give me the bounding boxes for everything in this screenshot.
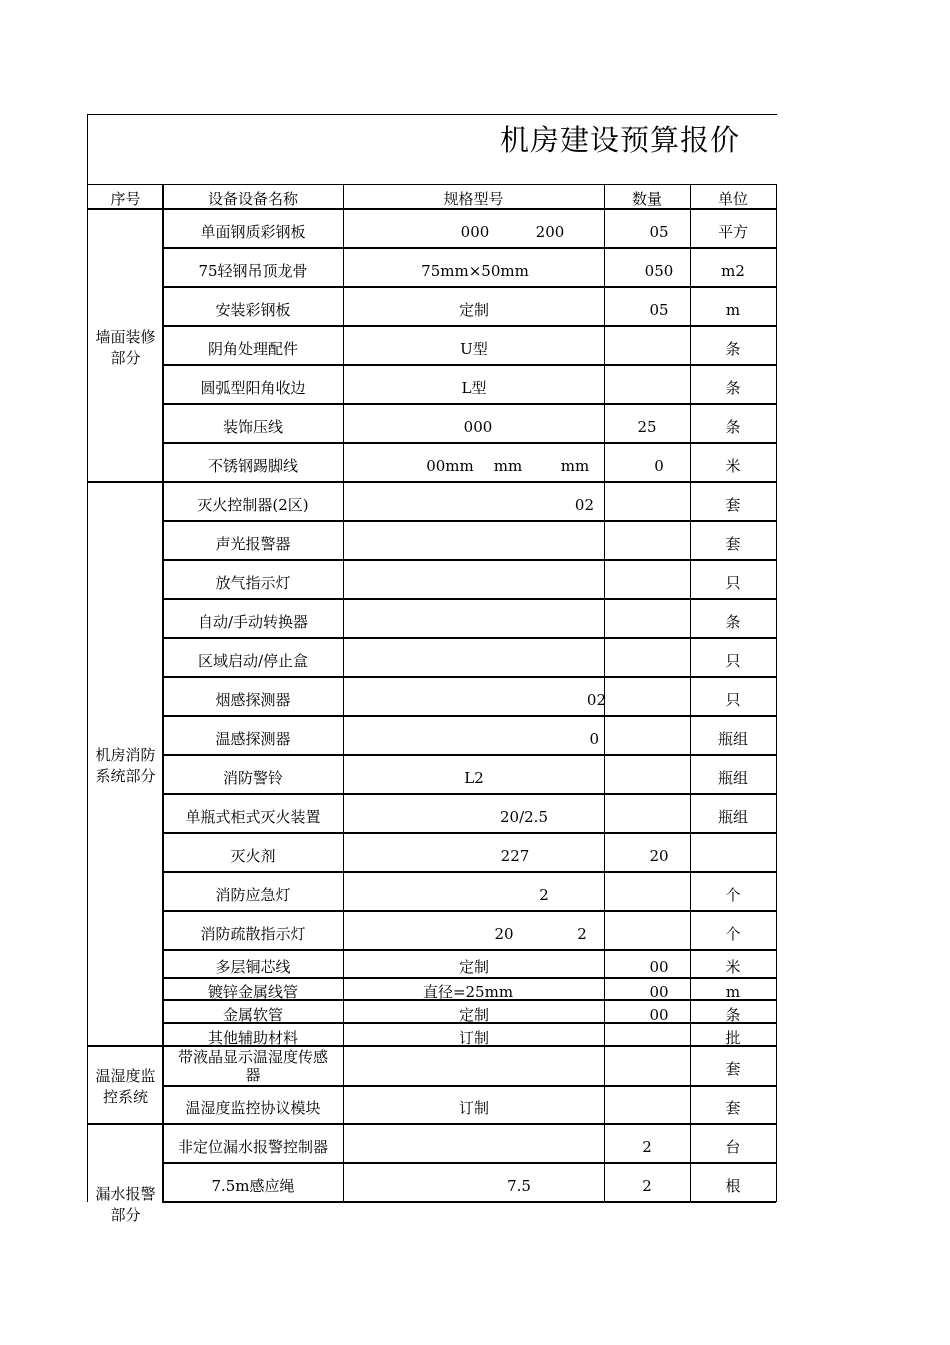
row-line: [162, 949, 776, 951]
item-spec: 00mm: [426, 457, 474, 475]
item-spec: 定制: [458, 301, 489, 319]
item-unit: 瓶组: [717, 769, 748, 787]
item-spec: 7.5: [507, 1177, 531, 1195]
item-name: 消防疏散指示灯: [200, 925, 306, 943]
row-line: [162, 247, 776, 249]
item-spec: 02: [574, 496, 594, 514]
item-unit: 个: [725, 925, 741, 943]
item-name: 多层铜芯线: [215, 958, 291, 976]
group-label: 温湿度监: [95, 1067, 156, 1085]
item-name: 灭火剂: [230, 847, 276, 865]
item-name: 75轻钢吊顶龙骨: [198, 262, 308, 280]
item-unit: m: [725, 983, 741, 1001]
row-line: [162, 1085, 776, 1087]
row-line: [162, 832, 776, 834]
item-unit: 套: [725, 535, 741, 553]
item-spec: 227: [500, 847, 530, 865]
group-label: 部分: [110, 1206, 141, 1224]
item-spec: 000: [460, 223, 490, 241]
row-line: [162, 442, 776, 444]
item-unit: 条: [725, 379, 741, 397]
item-unit: 米: [725, 457, 741, 475]
item-name: 7.5m感应绳: [211, 1177, 295, 1195]
item-unit: 平方: [717, 223, 748, 241]
item-name: 带液晶显示温湿度传感: [177, 1048, 328, 1066]
item-unit: 条: [725, 340, 741, 358]
row-line: [162, 977, 776, 979]
item-qty: 2: [642, 1138, 652, 1156]
row-line: [162, 598, 776, 600]
item-unit: m: [725, 301, 741, 319]
group-label: 控系统: [102, 1088, 148, 1106]
item-spec: U型: [460, 340, 488, 358]
table-left-border: [87, 114, 88, 1202]
item-unit: 台: [725, 1138, 741, 1156]
item-unit: 套: [725, 1099, 741, 1117]
row-line: [162, 637, 776, 639]
item-unit: 个: [725, 886, 741, 904]
item-name: 声光报警器: [215, 535, 291, 553]
item-qty: 05: [649, 301, 669, 319]
item-unit: 瓶组: [717, 808, 748, 826]
item-spec: 直径=25mm: [422, 983, 514, 1001]
column-line: [343, 184, 344, 1202]
item-unit: 条: [725, 418, 741, 436]
item-spec: 02: [586, 691, 606, 709]
item-unit: 只: [725, 652, 741, 670]
item-unit: 只: [725, 691, 741, 709]
item-spec: 定制: [458, 958, 489, 976]
item-spec: 订制: [458, 1099, 489, 1117]
item-name: 不锈钢踢脚线: [207, 457, 298, 475]
item-name: 器: [245, 1066, 261, 1084]
item-name: 烟感探测器: [215, 691, 291, 709]
item-unit: 批: [725, 1029, 741, 1047]
item-unit: 根: [725, 1177, 741, 1195]
item-spec: mm: [560, 457, 590, 475]
item-unit: 套: [725, 496, 741, 514]
item-name: 单面钢质彩钢板: [200, 223, 306, 241]
item-name: 装饰压线: [222, 418, 283, 436]
row-line: [162, 676, 776, 678]
item-spec: 2: [577, 925, 587, 943]
item-name: 消防应急灯: [215, 886, 291, 904]
item-unit: 条: [725, 1006, 741, 1024]
item-name: 放气指示灯: [215, 574, 291, 592]
row-line: [162, 481, 776, 483]
item-name: 圆弧型阳角收边: [200, 379, 306, 397]
row-line: [162, 325, 776, 327]
item-name: 安装彩钢板: [215, 301, 291, 319]
group-line: [87, 1123, 162, 1125]
item-unit: 米: [725, 958, 741, 976]
row-line: [162, 754, 776, 756]
row-line: [162, 793, 776, 795]
item-spec: 200: [535, 223, 565, 241]
item-name: 镀锌金属线管: [207, 983, 298, 1001]
item-name: 单瓶式柜式灭火装置: [185, 808, 321, 826]
item-qty: 00: [649, 1006, 669, 1024]
item-spec: 2: [539, 886, 549, 904]
item-spec: L型: [461, 379, 487, 397]
item-name: 区域启动/停止盒: [197, 652, 309, 670]
row-line: [162, 286, 776, 288]
header-unit: 单位: [717, 190, 748, 208]
header-top-border: [87, 184, 777, 185]
item-qty: 2: [642, 1177, 652, 1195]
header-bottom-border: [87, 208, 777, 210]
group-label: 墙面装修: [95, 328, 156, 346]
row-line: [162, 520, 776, 522]
header-no: 序号: [110, 190, 141, 208]
item-qty: 05: [649, 223, 669, 241]
group-label: 机房消防: [95, 746, 156, 764]
row-line: [162, 910, 776, 912]
item-name: 阴角处理配件: [207, 340, 298, 358]
item-spec: 0: [589, 730, 599, 748]
item-spec: L2: [464, 769, 484, 787]
item-unit: m2: [721, 262, 745, 280]
sheet-title: 机房建设预算报价: [500, 123, 741, 157]
item-unit: 条: [725, 613, 741, 631]
item-spec: 订制: [458, 1029, 489, 1047]
group-label: 系统部分: [95, 767, 156, 785]
group-label: 漏水报警: [95, 1185, 156, 1203]
item-qty: 25: [637, 418, 657, 436]
item-spec: 20: [494, 925, 514, 943]
item-qty: 00: [649, 958, 669, 976]
row-line: [162, 403, 776, 405]
row-line: [162, 1201, 776, 1203]
item-qty: 00: [649, 983, 669, 1001]
item-name: 其他辅助材料: [207, 1029, 298, 1047]
header-spec: 规格型号: [443, 190, 504, 208]
item-name: 灭火控制器(2区): [197, 496, 309, 514]
row-line: [162, 1162, 776, 1164]
row-line: [162, 715, 776, 717]
item-name: 非定位漏水报警控制器: [177, 1138, 328, 1156]
item-name: 温湿度监控协议模块: [185, 1099, 321, 1117]
item-qty: 0: [654, 457, 664, 475]
item-unit: 只: [725, 574, 741, 592]
item-spec: 000: [463, 418, 493, 436]
group-line: [87, 1045, 162, 1047]
header-name: 设备设备名称: [207, 190, 298, 208]
item-name: 温感探测器: [215, 730, 291, 748]
group-line: [87, 481, 162, 483]
row-line: [162, 871, 776, 873]
item-spec: 定制: [458, 1006, 489, 1024]
item-name: 消防警铃: [222, 769, 283, 787]
item-spec: mm: [493, 457, 523, 475]
item-spec: 20/2.5: [500, 808, 548, 826]
table-top-border: [87, 114, 777, 115]
group-label: 部分: [110, 349, 141, 367]
item-unit: 套: [725, 1060, 741, 1078]
item-name: 金属软管: [222, 1006, 283, 1024]
item-spec: 75mm×50mm: [421, 262, 529, 280]
item-unit: 瓶组: [717, 730, 748, 748]
header-qty: 数量: [631, 190, 662, 208]
row-line: [162, 1123, 776, 1125]
row-line: [162, 559, 776, 561]
item-qty: 050: [644, 262, 674, 280]
item-name: 自动/手动转换器: [197, 613, 309, 631]
row-line: [162, 364, 776, 366]
item-qty: 20: [649, 847, 669, 865]
